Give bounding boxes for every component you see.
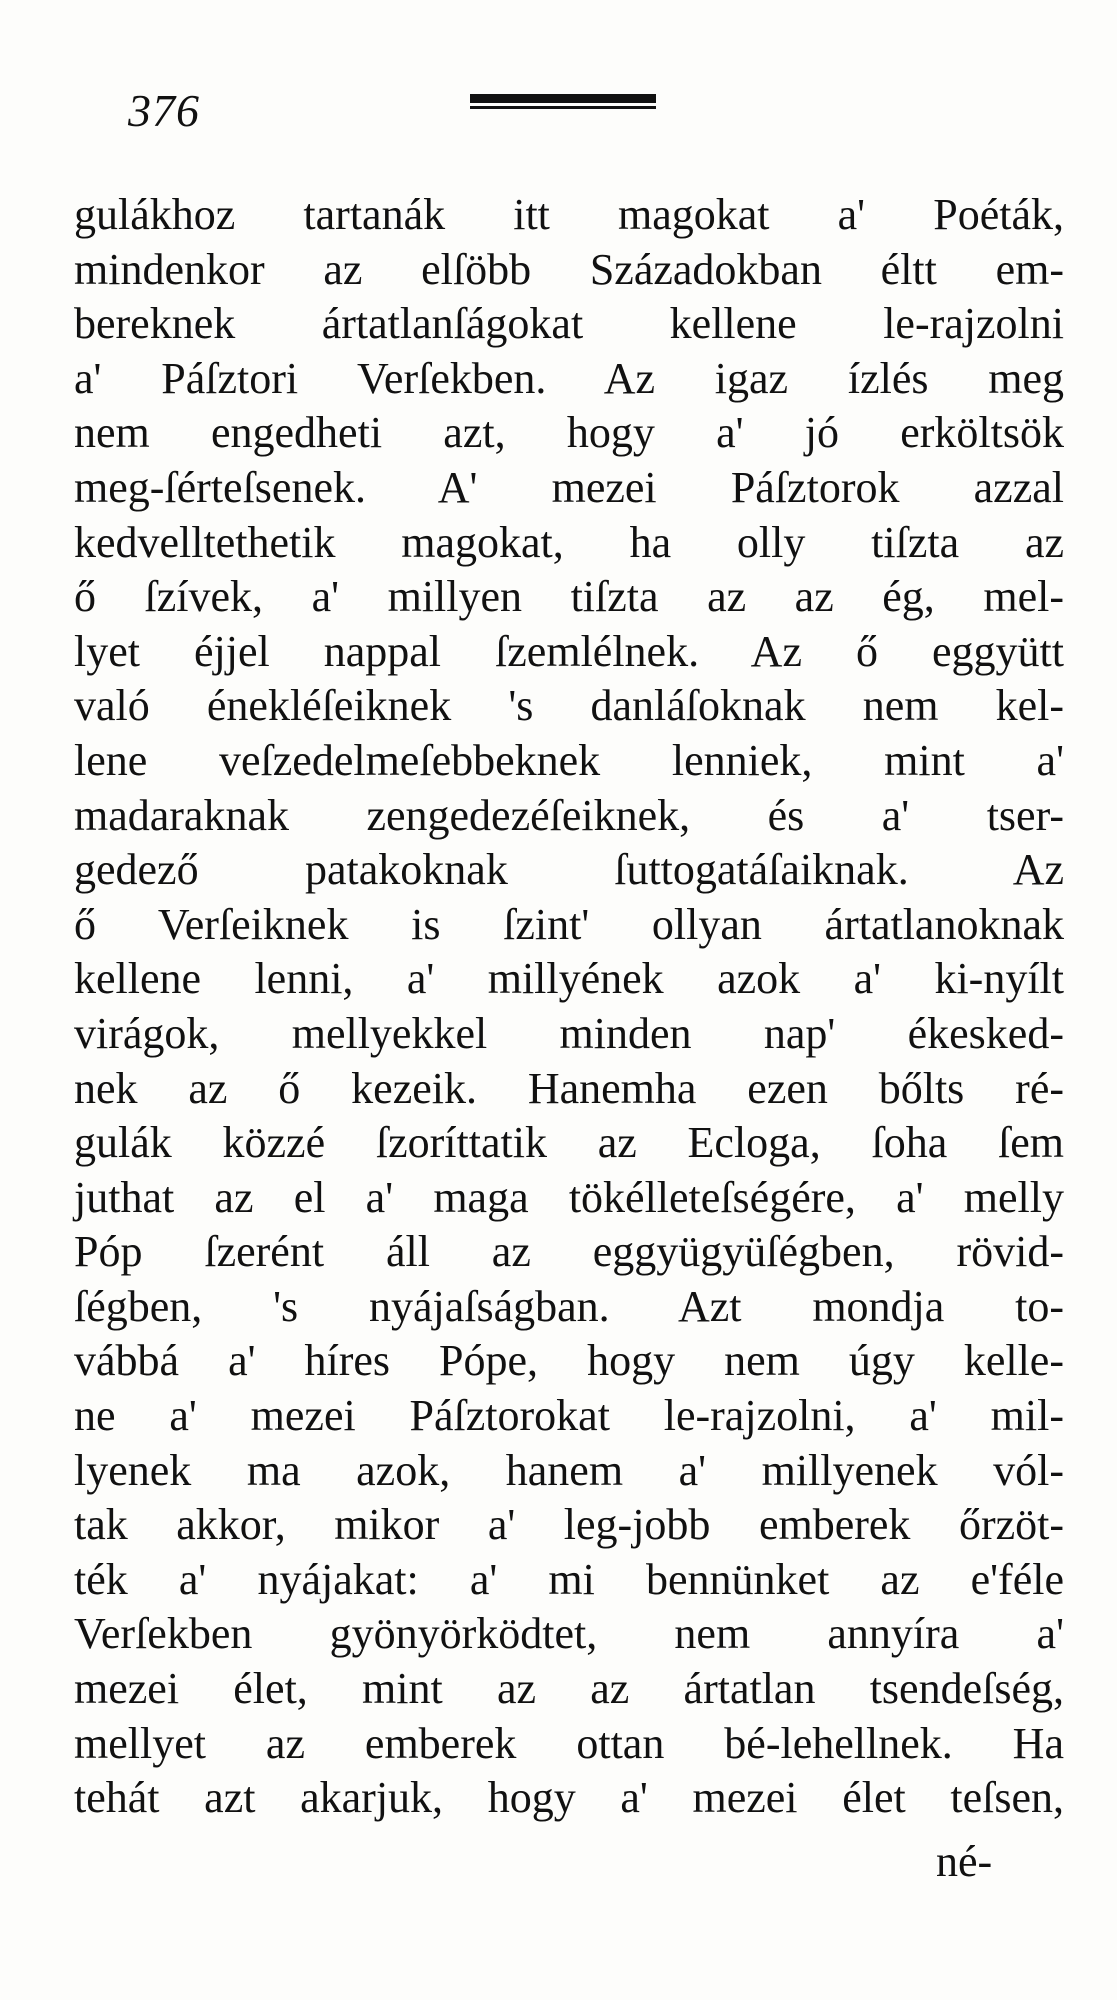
header-rule-thick (470, 94, 656, 103)
text-line: kellene lenni, a' millyének azok a' ki-nyílt (74, 954, 1064, 1004)
text-line: ő ſzívek, a' millyen tiſzta az az ég, mel- (74, 572, 1064, 622)
header-rule-thin (470, 106, 656, 109)
text-line: ne a' mezei Páſztorokat le-rajzolni, a' mil- (74, 1391, 1064, 1441)
text-line: vábbá a' híres Pópe, hogy nem úgy kelle- (74, 1336, 1064, 1386)
text-line: lyenek ma azok, hanem a' millyenek vól- (74, 1445, 1064, 1495)
catchword: né- (936, 1837, 993, 1886)
text-line: ſégben, 's nyájaſságban. Azt mondja to- (74, 1281, 1064, 1331)
text-line: Póp ſzerént áll az eggyügyüſégben, rövid- (74, 1227, 1064, 1277)
text-line: nem engedheti azt, hogy a' jó erköltsök (74, 408, 1064, 458)
text-line: tehát azt akarjuk, hogy a' mezei élet teſsen, (74, 1773, 1064, 1823)
text-line: gulákhoz tartanák itt magokat a' Poéták, (74, 190, 1064, 239)
text-line: lyet éjjel nappal ſzemlélnek. Az ő eggyütt (74, 626, 1064, 676)
text-line: bereknek ártatlanſágokat kellene le-rajzolni (74, 299, 1064, 349)
body-text (74, 188, 1064, 1826)
text-line: mellyet az emberek ottan bé-lehellnek. Ha (74, 1718, 1064, 1768)
text-line: ték a' nyájakat: a' mi bennünket az e'féle (74, 1554, 1064, 1604)
text-line: lene veſzedelmeſebbeknek lenniek, mint a' (74, 735, 1064, 785)
text-line: mezei élet, mint az az ártatlan tsendeſség, (74, 1664, 1064, 1714)
page-number: 376 (128, 85, 200, 136)
text-line: meg-ſérteſsenek. A' mezei Páſztorok azzal (74, 462, 1064, 512)
text-line: tak akkor, mikor a' leg-jobb emberek őrzöt- (74, 1500, 1064, 1550)
text-line: való énekléſeiknek 's danláſoknak nem kel- (74, 681, 1064, 731)
text-line: gulák közzé ſzoríttatik az Ecloga, ſoha ſem (74, 1118, 1064, 1168)
text-line: madaraknak zengedezéſeiknek, és a' tser- (74, 790, 1064, 840)
text-line: ő Verſeiknek is ſzint' ollyan ártatlanoknak (74, 899, 1064, 949)
text-line: kedvelltethetik magokat, ha olly tiſzta az (74, 517, 1064, 567)
text-line: Verſekben gyönyörködtet, nem annyíra a' (74, 1609, 1064, 1659)
text-line: juthat az el a' maga tökélleteſségére, a' melly (74, 1172, 1064, 1222)
text-line: virágok, mellyekkel minden nap' ékesked- (74, 1008, 1064, 1058)
text-line: nek az ő kezeik. Hanemha ezen bőlts ré- (74, 1063, 1064, 1113)
text-line: gedező patakoknak ſuttogatáſaiknak. Az (74, 845, 1064, 895)
text-line: a' Páſztori Verſekben. Az igaz ízlés meg (74, 353, 1064, 403)
header-rule (470, 94, 656, 110)
text-line: mindenkor az elſöbb Századokban éltt em- (74, 244, 1064, 294)
